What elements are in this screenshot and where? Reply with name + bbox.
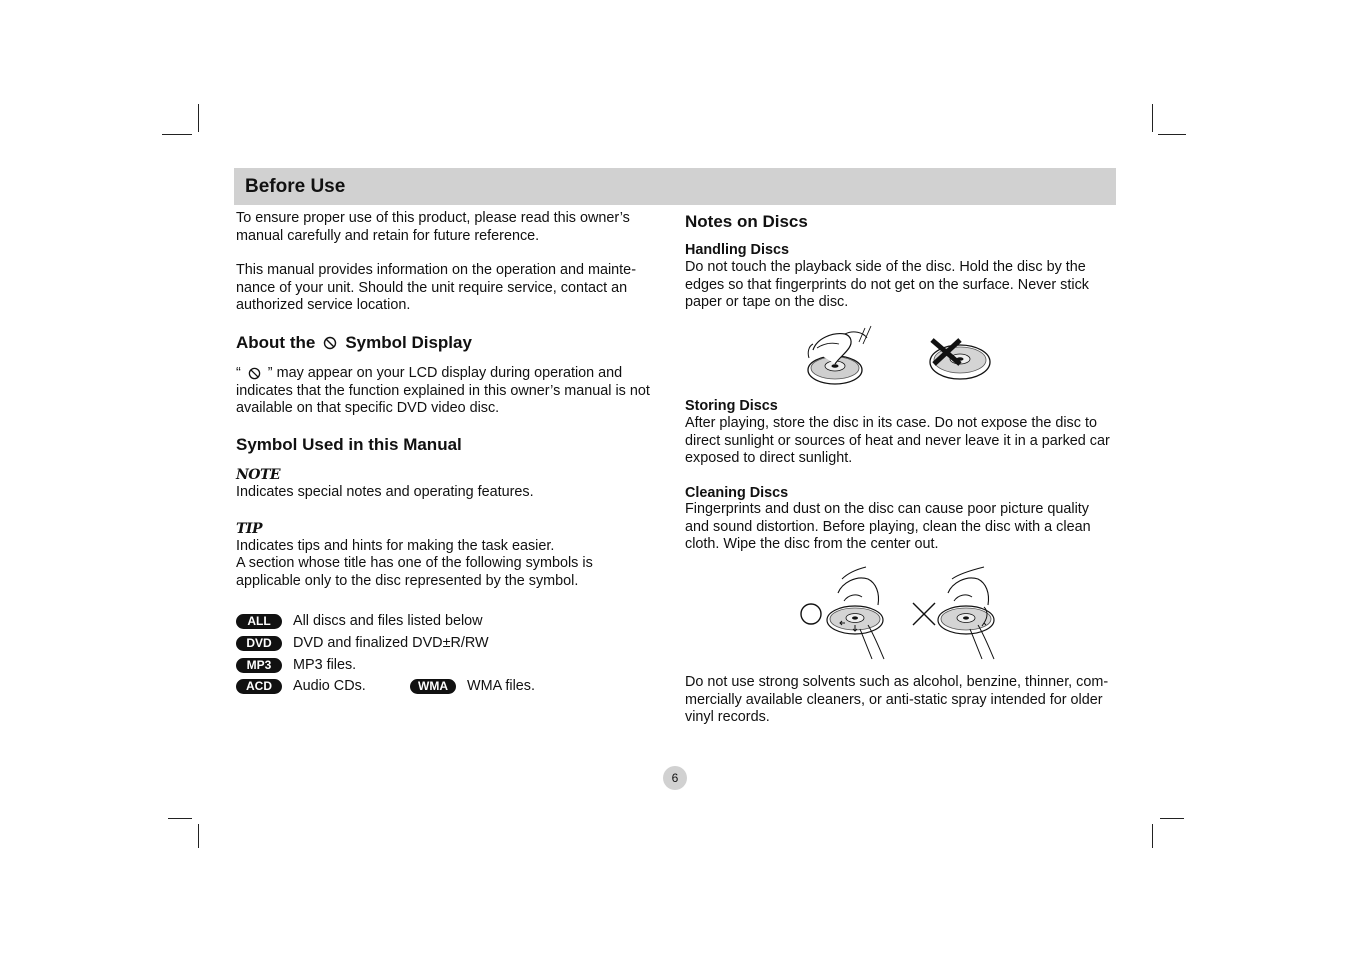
handling-discs-heading: Handling Discs: [685, 242, 789, 258]
symbol-row-wma: [410, 678, 535, 694]
crop-mark: [168, 818, 192, 819]
crop-mark: [1160, 818, 1184, 819]
symbol-used-heading: Symbol Used in this Manual: [236, 435, 462, 454]
symbol-row-mp3: [236, 657, 356, 673]
wma-badge: WMA: [410, 679, 456, 694]
handling-discs-text: Do not touch the playback side of the disc. Hold the disc by the edges so that fingerprints do not get on the surface. Never stick paper or tape on the disc.: [685, 259, 1089, 311]
note-label: NOTE: [236, 467, 281, 483]
symbol-row-dvd: [236, 635, 489, 651]
section-title: Before Use: [245, 176, 346, 197]
symbol-row-all: [236, 613, 483, 629]
symbol-label: Audio CDs.: [293, 678, 366, 694]
notes-on-discs-heading: Notes on Discs: [685, 212, 808, 231]
symbol-label: DVD and finalized DVD±R/RW: [293, 635, 489, 651]
cleaning-discs-text: Fingerprints and dust on the disc can cause poor picture quality and sound distortion. Before playing, clean the disc with a clean cloth. Wipe the disc from the center out.: [685, 501, 1091, 553]
disc-wipe-correct-icon: [827, 567, 884, 659]
about-symbol-heading: [236, 333, 656, 353]
about-title-pre: About the: [236, 333, 316, 352]
storing-discs-heading: Storing Discs: [685, 398, 778, 414]
intro-paragraph: To ensure proper use of this product, please read this owner’s manual carefully and retain for future reference.: [236, 210, 630, 244]
symbol-label: WMA files.: [467, 678, 535, 694]
crop-mark: [1152, 104, 1153, 132]
dvd-badge: DVD: [236, 636, 282, 651]
disc-handling-illustration: [805, 324, 1005, 390]
crop-mark: [1152, 824, 1153, 848]
crop-mark: [1158, 134, 1186, 135]
solvents-warning-text: Do not use strong solvents such as alcohol, benzine, thinner, commercially available cleaners, or anti-static spray intended for older vinyl records.: [685, 674, 1109, 726]
symbol-label: MP3 files.: [293, 657, 357, 673]
acd-badge: ACD: [236, 679, 282, 694]
disc-cleaning-illustration: [798, 565, 1008, 661]
incorrect-x-icon: [913, 603, 935, 625]
all-badge: ALL: [236, 614, 282, 629]
symbol-label: All discs and files listed below: [293, 613, 483, 629]
storing-discs-text: After playing, store the disc in its case. Do not expose the disc to direct sunlight or sources of heat and never leave it in a parked car exposed to direct sunlight.: [685, 415, 1110, 467]
disc-correct-hold-icon: [808, 326, 871, 384]
page-number: 6: [663, 766, 687, 790]
tip-label: TIP: [236, 521, 262, 537]
symbol-row-acd: [236, 678, 366, 694]
prohibited-icon: [248, 367, 261, 380]
tip-symbol-text: A section whose title has one of the following symbols is applicable only to the disc represented by the symbol.: [236, 555, 593, 589]
about-symbol-text: “ ” may appear on your LCD display during operation and indicates that the function explained in this owner’s manual is not available on that specific DVD video disc.: [236, 365, 650, 417]
cleaning-discs-heading: Cleaning Discs: [685, 485, 789, 501]
mp3-badge: MP3: [236, 658, 282, 673]
disc-wipe-incorrect-icon: [938, 567, 994, 659]
section-header: [234, 168, 1116, 205]
prohibited-icon: [323, 336, 337, 350]
crop-mark: [198, 824, 199, 848]
about-title-post: Symbol Display: [345, 333, 472, 352]
crop-mark: [198, 104, 199, 132]
tip-text: Indicates tips and hints for making the task easier.: [236, 538, 555, 554]
correct-circle-icon: [801, 604, 821, 624]
manual-info-paragraph: This manual provides information on the operation and maintenance of your unit. Should the unit require service, contact an authorized service location.: [236, 262, 636, 314]
disc-wrong-hold-icon: [930, 340, 990, 379]
crop-mark: [162, 134, 192, 135]
note-text: Indicates special notes and operating features.: [236, 484, 534, 500]
